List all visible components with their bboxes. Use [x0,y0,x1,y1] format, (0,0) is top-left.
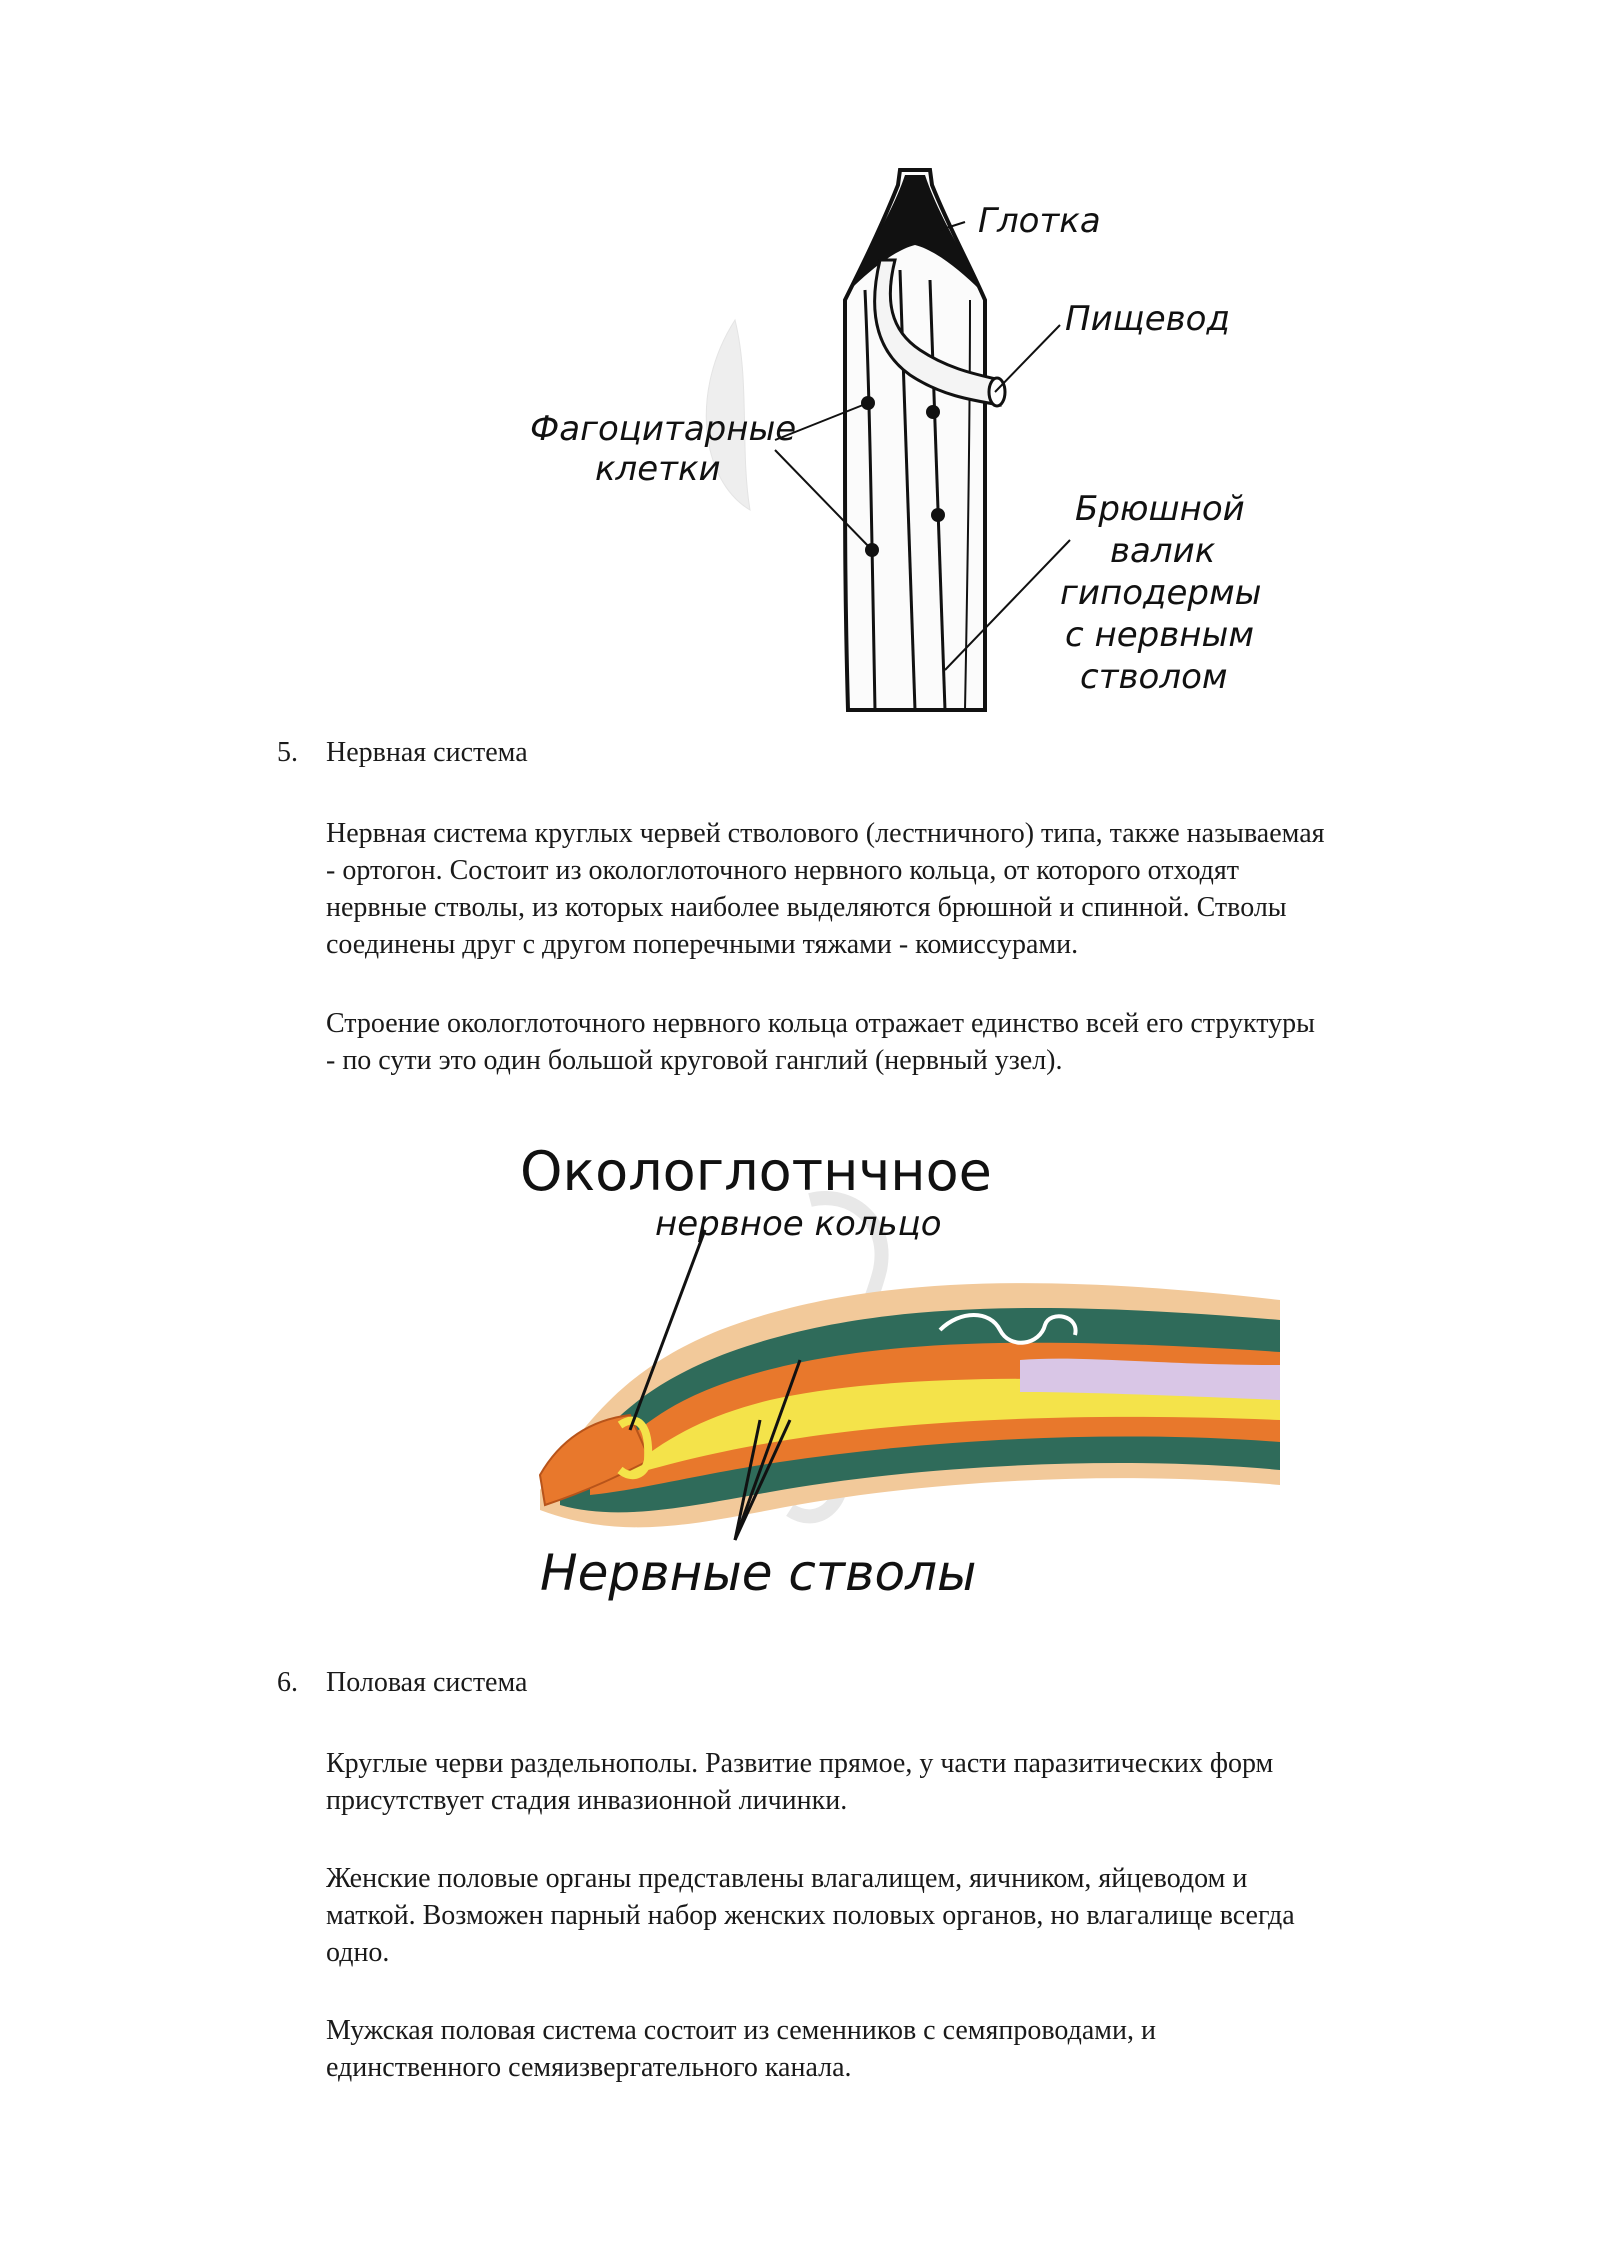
worm-body-outline [845,170,985,710]
label-esophagus: Пищевод [1065,299,1230,339]
figure2-trunks-label: Нервные стволы [540,1544,977,1602]
label-pharynx: Глотка [978,201,1101,241]
section-5-paragraph-1: Нервная система круглых червей стволового (лестничного) типа, также называемая - ортогон. Состоит из окологлоточного нервного кольца, от которого отходят нервные стволы, из которых наиболее выделяются брюшной и спинной. Стволы соединены друг с другом поперечными тяжами - комиссурами. [326,818,1325,960]
section-5-paragraph-2: Строение окологлоточного нервного кольца отражает единство всей его структуры - по сути это один большой круговой ганглий (нервный узел). [326,1008,1315,1076]
section-6-paragraph-2: Женские половые органы представлены влагалищем, яичником, яйцеводом и маткой. Возможен парный набор женских половых органов, но влагалище всегда одно. [326,1863,1295,1968]
label-ridge-3: гиподермы [1060,573,1262,613]
figure2-subtitle: нервное кольцо [655,1204,942,1244]
label-ridge-4: с нервным [1065,615,1254,655]
section-5-number: 5. [277,737,298,768]
label-phagocytic-1: Фагоцитарные [530,409,797,449]
section-6-title: Половая система [326,1667,528,1698]
figure2-title: Окологлотнчное [520,1140,992,1203]
figure-nerve-ring [520,1130,1290,1620]
section-5-title: Нервная система [326,737,528,768]
section-6-paragraph-3: Мужская половая система состоит из семенников с семяпроводами, и единственного семяизвергательного канала. [326,2015,1156,2083]
label-ridge-5: стволом [1080,657,1228,697]
label-ridge-1: Брюшной [1075,489,1245,529]
label-phagocytic-2: клетки [595,449,721,489]
label-ridge-2: валик [1110,531,1216,571]
section-6-paragraph-1: Круглые черви раздельнополы. Развитие прямое, у части паразитических форм присутствует стадия инвазионной личинки. [326,1748,1274,1816]
section-6-number: 6. [277,1667,298,1698]
figure-nematode-anatomy [500,150,1300,720]
